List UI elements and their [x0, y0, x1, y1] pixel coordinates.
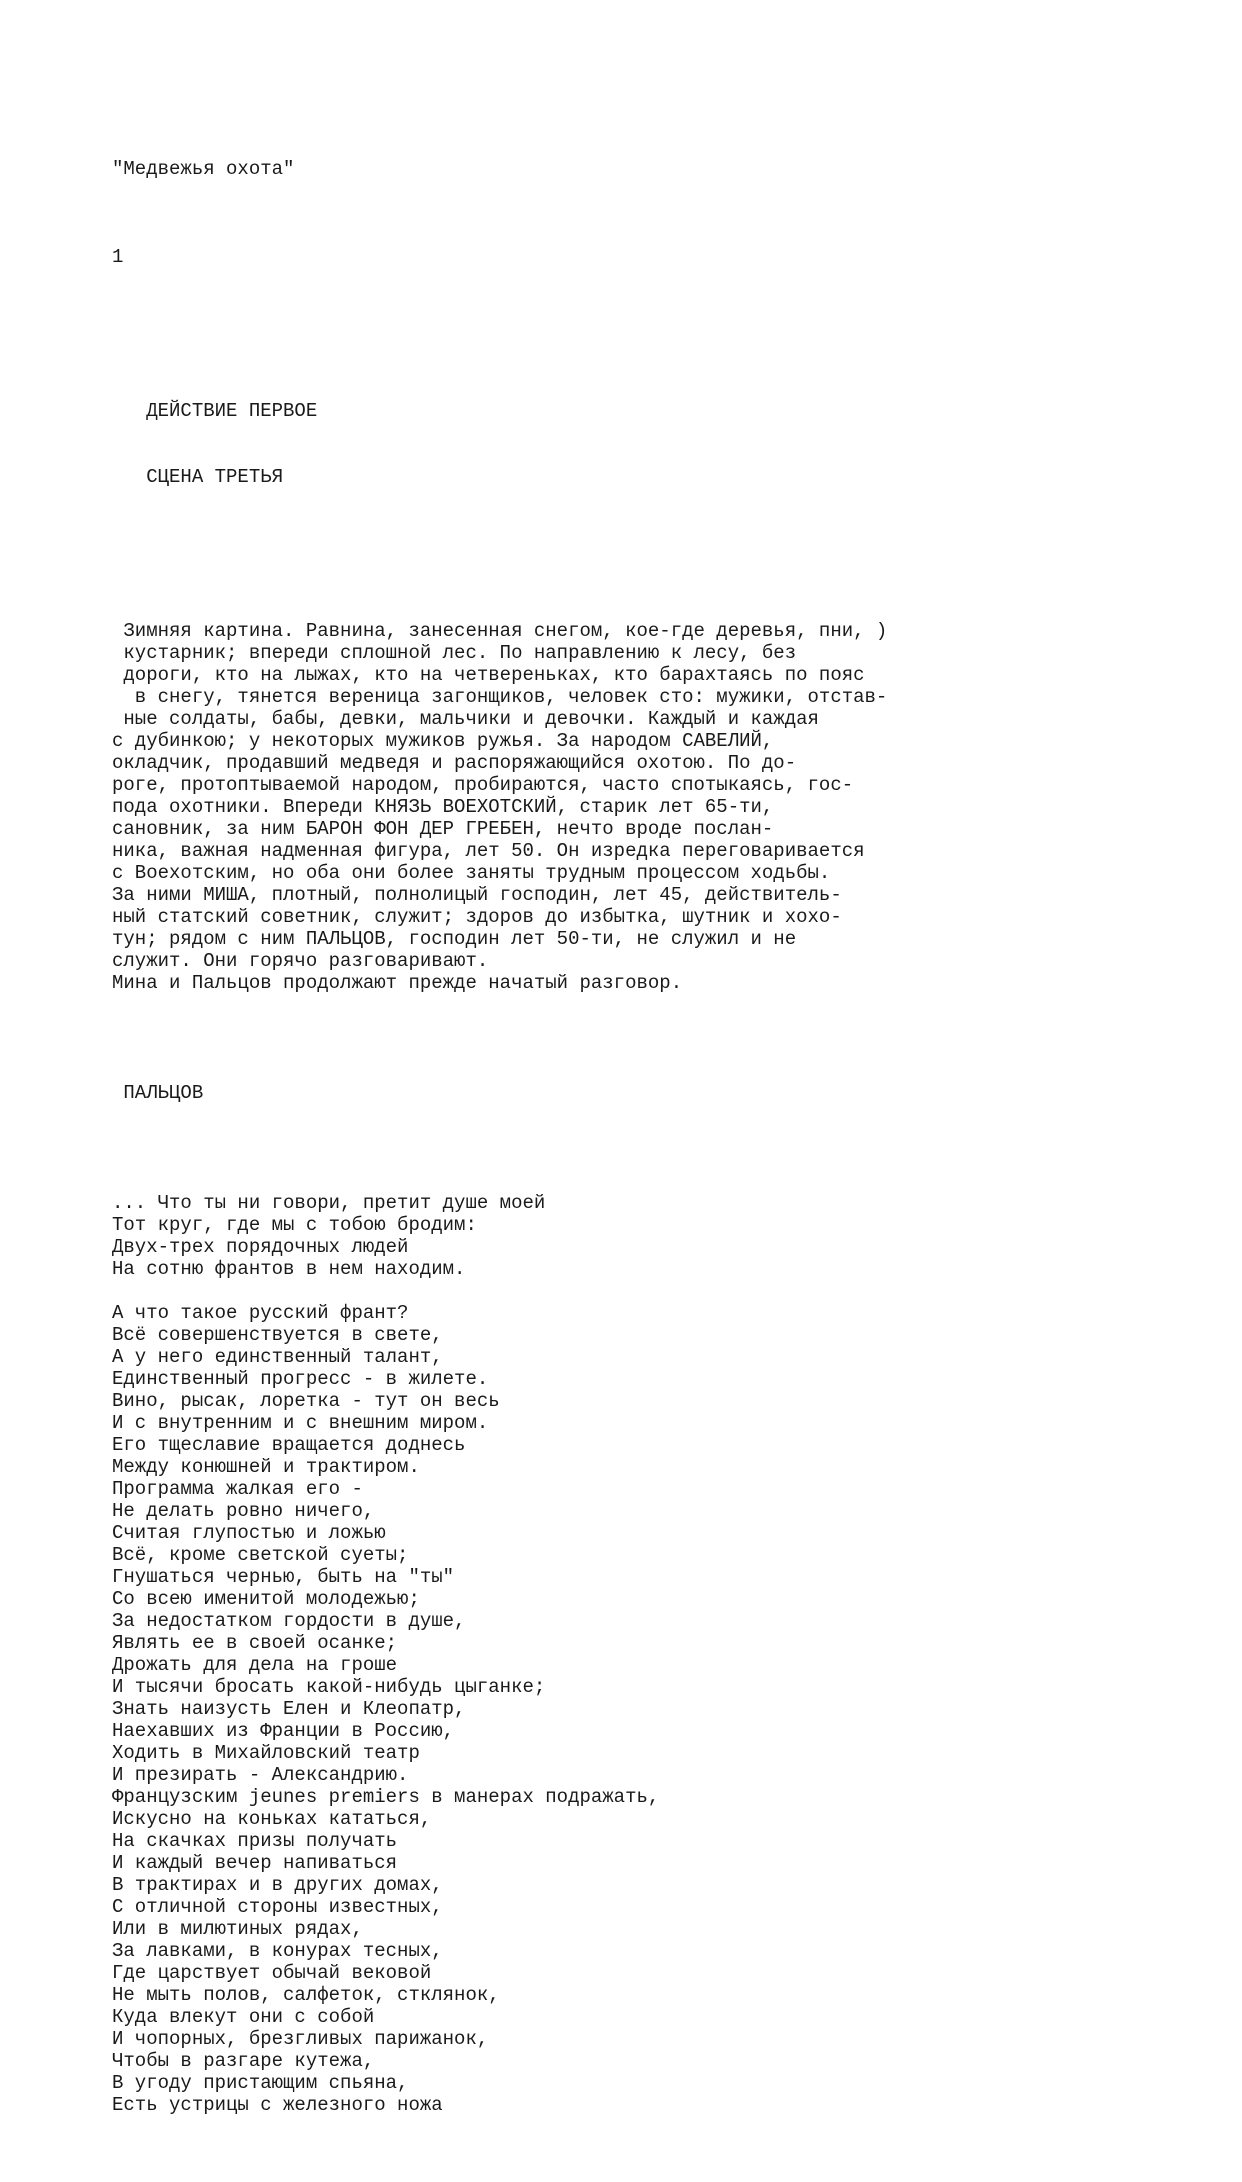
verse-line: Французским jeunes premiers в манерах подражать, — [112, 1786, 660, 1808]
act-heading: ДЕЙСТВИЕ ПЕРВОЕ — [112, 400, 318, 422]
stage-direction-line: дороги, кто на лыжах, кто на четвереньках, кто барахтаясь по пояс — [112, 664, 865, 686]
verse-line: Тот круг, где мы с тобою бродим: — [112, 1214, 477, 1236]
verse-line: Ходить в Михайловский театр — [112, 1742, 420, 1764]
stage-direction-line: тун; рядом с ним ПАЛЬЦОВ, господин лет 50-ти, не служил и не — [112, 928, 797, 950]
stage-direction-line: с Воехотским, но оба они более заняты трудным процессом ходьбы. — [112, 862, 831, 884]
stage-direction-line: Мина и Пальцов продолжают прежде начатый разговор. — [112, 972, 683, 994]
verse-line: Считая глупостью и ложью — [112, 1522, 386, 1544]
stage-direction-line: роге, протоптываемой народом, пробираются, часто спотыкаясь, гос- — [112, 774, 854, 796]
verse-line: И с внутренним и с внешним миром. — [112, 1412, 489, 1434]
stanza — [112, 1302, 1162, 2116]
stage-direction-line: окладчик, продавший медведя и распоряжающийся охотою. По до- — [112, 752, 797, 774]
stage-direction-line: пода охотники. Впереди КНЯЗЬ ВОЕХОТСКИЙ, старик лет 65-ти, — [112, 796, 774, 818]
verse-line: Наехавших из Франции в Россию, — [112, 1720, 455, 1742]
stage-direction-line: ный статский советник, служит; здоров до избытка, шутник и хохо- — [112, 906, 842, 928]
stage-direction-line: ные солдаты, бабы, девки, мальчики и девочки. Каждый и каждая — [112, 708, 819, 730]
stage-direction-line: За ними МИША, плотный, полнолицый господин, лет 45, действитель- — [112, 884, 842, 906]
stage-direction-line: сановник, за ним БАРОН ФОН ДЕР ГРЕБЕН, нечто вроде послан- — [112, 818, 774, 840]
verse-line: Его тщеславие вращается доднесь — [112, 1434, 466, 1456]
verse-line: Гнушаться чернью, быть на "ты" — [112, 1566, 455, 1588]
stage-direction-line: с дубинкою; у некоторых мужиков ружья. За народом САВЕЛИЙ, — [112, 730, 774, 752]
verse-line: Единственный прогресс - в жилете. — [112, 1368, 489, 1390]
verse-line: На сотню франтов в нем находим. — [112, 1258, 466, 1280]
verse-line: ... Что ты ни говори, претит душе моей — [112, 1192, 546, 1214]
verse-line: В угоду пристающим спьяна, — [112, 2072, 409, 2094]
document-title: "Медвежья охота" — [112, 158, 295, 180]
verse-line: Куда влекут они с собой — [112, 2006, 375, 2028]
verse-line: Между конюшней и трактиром. — [112, 1456, 420, 1478]
verse-line: Вино, рысак, лоретка - тут он весь — [112, 1390, 500, 1412]
verse-line: Есть устрицы с железного ножа — [112, 2094, 443, 2116]
verse-line: Не делать ровно ничего, — [112, 1500, 375, 1522]
verse-line: Искусно на коньках кататься, — [112, 1808, 432, 1830]
speaker-name: ПАЛЬЦОВ — [112, 1082, 204, 1104]
verse-line: Всё совершенствуется в свете, — [112, 1324, 443, 1346]
verse-line: А что такое русский франт? — [112, 1302, 409, 1324]
verse-line: Или в милютиных рядах, — [112, 1918, 363, 1940]
verse-line: А у него единственный талант, — [112, 1346, 443, 1368]
act-scene-heading — [112, 356, 1162, 532]
document-body — [112, 114, 1162, 2182]
verse-line: Чтобы в разгаре кутежа, — [112, 2050, 375, 2072]
stage-direction-line: в снегу, тянется вереница загонщиков, человек сто: мужики, отстав- — [112, 686, 888, 708]
verse-line: Являть ее в своей осанке; — [112, 1632, 398, 1654]
verse-line: И чопорных, брезгливых парижанок, — [112, 2028, 489, 2050]
verse-line: Где царствует обычай вековой — [112, 1962, 432, 1984]
stanza — [112, 1192, 1162, 1280]
stage-direction-line: Зимняя картина. Равнина, занесенная снегом, кое-где деревья, пни, ) — [112, 620, 888, 642]
verse-line: Знать наизусть Елен и Клеопатр, — [112, 1698, 466, 1720]
verse-line: В трактирах и в других домах, — [112, 1874, 443, 1896]
verse-line: На скачках призы получать — [112, 1830, 398, 1852]
verse-line: С отличной стороны известных, — [112, 1896, 443, 1918]
verse-line: За недостатком гордости в душе, — [112, 1610, 466, 1632]
stage-direction-line: ника, важная надменная фигура, лет 50. Он изредка переговаривается — [112, 840, 865, 862]
verse-text — [112, 1192, 1162, 2116]
verse-line: И каждый вечер напиваться — [112, 1852, 398, 1874]
verse-line: За лавками, в конурах тесных, — [112, 1940, 443, 1962]
stage-direction — [112, 620, 1162, 994]
verse-line: Не мыть полов, салфеток, стклянок, — [112, 1984, 500, 2006]
page-number: 1 — [112, 246, 124, 268]
verse-line: Двух-трех порядочных людей — [112, 1236, 409, 1258]
verse-line: Со всею именитой молодежью; — [112, 1588, 420, 1610]
verse-line: Дрожать для дела на гроше — [112, 1654, 398, 1676]
verse-line: Всё, кроме светской суеты; — [112, 1544, 409, 1566]
verse-line: И презирать - Александрию. — [112, 1764, 409, 1786]
scene-heading: СЦЕНА ТРЕТЬЯ — [112, 466, 284, 488]
verse-line: И тысячи бросать какой-нибудь цыганке; — [112, 1676, 546, 1698]
stage-direction-line: служит. Они горячо разговаривают. — [112, 950, 489, 972]
stage-direction-line: кустарник; впереди сплошной лес. По направлению к лесу, без — [112, 642, 797, 664]
verse-line: Программа жалкая его - — [112, 1478, 363, 1500]
